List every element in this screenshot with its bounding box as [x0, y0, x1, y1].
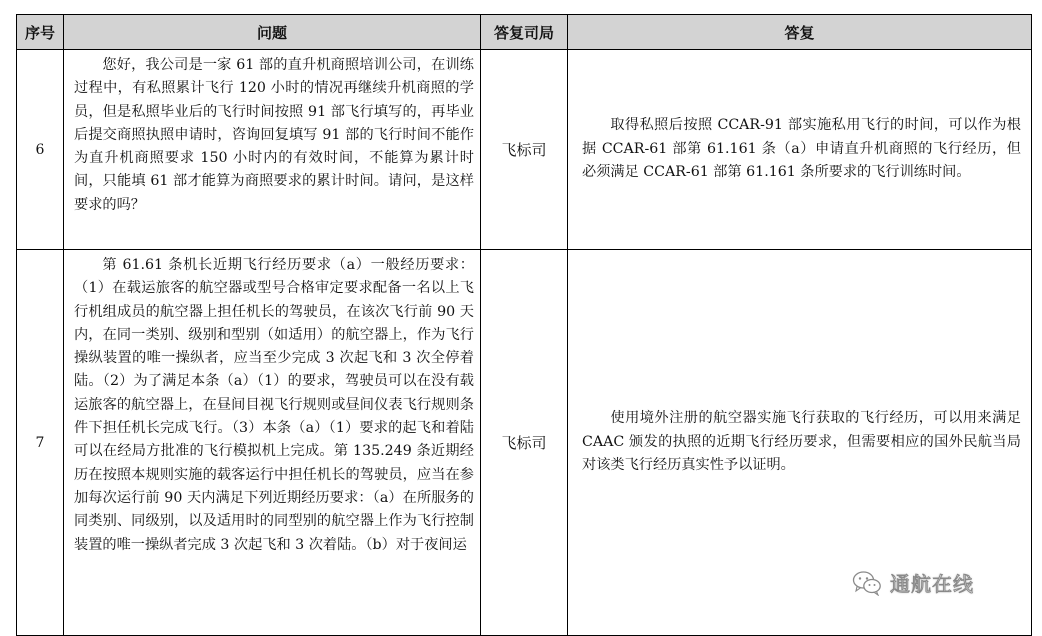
table-header-row	[17, 15, 1032, 50]
qa-table	[16, 14, 1032, 636]
department-cell: 飞标司	[481, 250, 568, 636]
row-number: 7	[17, 250, 64, 636]
header-question: 问题	[64, 15, 481, 50]
table-row	[17, 50, 1032, 250]
department-cell: 飞标司	[481, 50, 568, 250]
row-number: 6	[17, 50, 64, 250]
question-cell: 您好，我公司是一家 61 部的直升机商照培训公司，在训练过程中，有私照累计飞行 120 小时的情况再继续升机商照的学员，但是私照毕业后的飞行时间按照 91 部飞行填写的，再毕业后提交商照执照申请时，咨询回复填写 91 部的飞行时间不能作为直升机商照要求 150 小时内的有效时间，不能算为累计时间，只能填 61 部才能算为商照要求的累计时间。请问，是这样要求的吗？	[64, 50, 481, 250]
question-cell: 第 61.61 条机长近期飞行经历要求（a）一般经历要求：（1）在载运旅客的航空器或型号合格审定要求配备一名以上飞行机组成员的航空器上担任机长的驾驶员，在该次飞行前 90 天内，在同一类别、级别和型别（如适用）的航空器上，作为飞行操纵装置的唯一操纵者，应当至少完成 3 次起飞和 3 次全停着陆。（2）为了满足本条（a）（1）的要求，驾驶员可以在没有载运旅客的航空器上，在昼间目视飞行规则或昼间仪表飞行规则条件下担任机长完成飞行。（3）本条（a）（1）要求的起飞和着陆可以在经局方批准的飞行模拟机上完成。第 135.249 条近期经历在按照本规则实施的载客运行中担任机长的驾驶员，应当在参加每次运行前 90 天内满足下列近期经历要求：（a）在所服务的同类别、同级别，以及适用时的同型别的航空器上作为飞行控制装置的唯一操纵者完成 3 次起飞和 3 次着陆。（b）对于夜间运	[64, 250, 481, 636]
wechat-logo-icon	[852, 570, 882, 596]
watermark-text: 通航在线	[890, 572, 974, 596]
watermark	[852, 568, 974, 597]
answer-cell: 使用境外注册的航空器实施飞行获取的飞行经历，可以用来满足 CAAC 颁发的执照的近期飞行经历要求，但需要相应的国外民航当局对该类飞行经历真实性予以证明。	[568, 250, 1032, 636]
header-answer: 答复	[568, 15, 1032, 50]
header-department: 答复司局	[481, 15, 568, 50]
answer-cell: 取得私照后按照 CCAR-91 部实施私用飞行的时间，可以作为根据 CCAR-61 部第 61.161 条（a）申请直升机商照的飞行经历，但必须满足 CCAR-61 部第 61.161 条所要求的飞行训练时间。	[568, 50, 1032, 250]
header-no: 序号	[17, 15, 64, 50]
